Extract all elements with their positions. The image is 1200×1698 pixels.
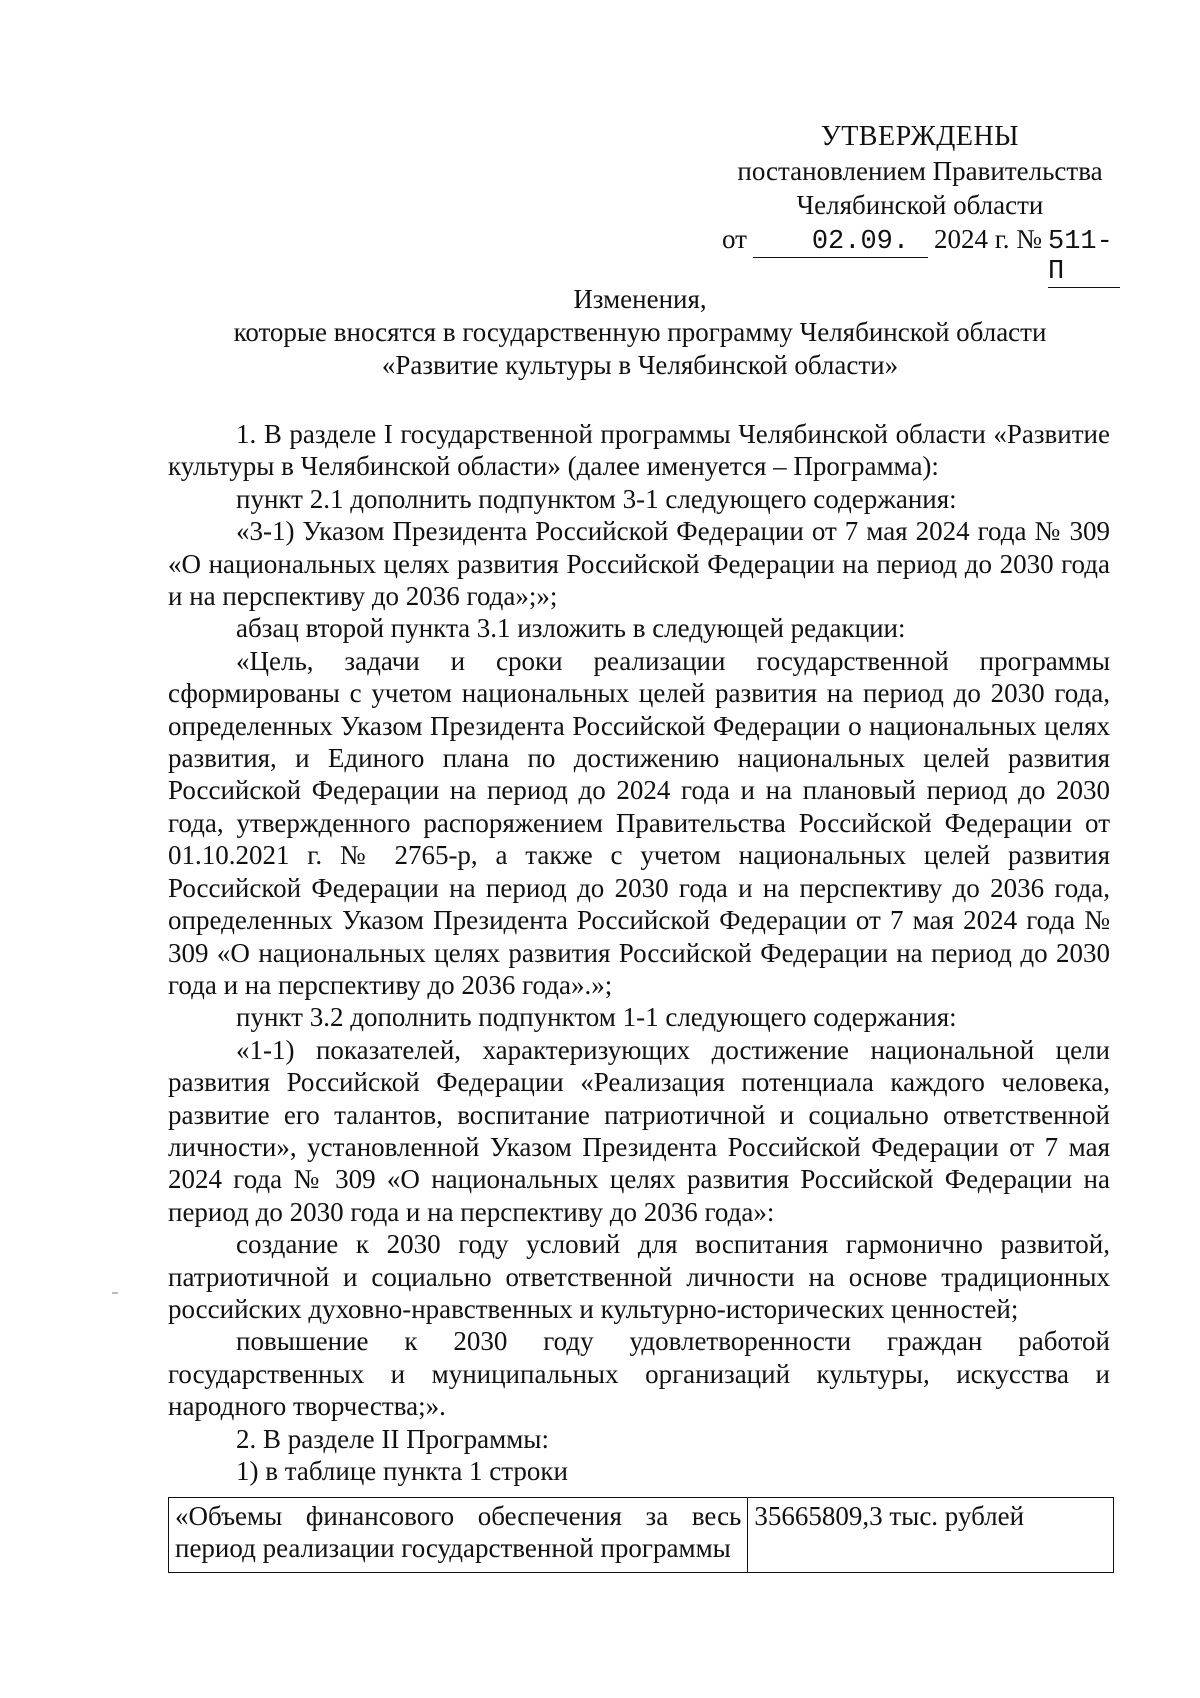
- paragraph: создание к 2030 году условий для воспитания гармонично развитой, патриотичной и социально ответственной личности на основе традиционных российских духовно-нравственных и культурно-исторических ценностей;: [168, 1229, 1110, 1324]
- title-line-3: «Развитие культуры в Челябинской области»: [381, 350, 899, 380]
- approval-title: УТВЕРЖДЕНЫ: [820, 121, 1020, 152]
- approval-date-line: [720, 222, 1120, 288]
- paragraph: 2. В разделе II Программы:: [236, 1423, 549, 1454]
- paragraph: повышение к 2030 году удовлетворенности граждан работой государственных и муниципальных организаций культуры, искусства и народного творчества;».: [168, 1326, 1110, 1422]
- paragraph: «3-1) Указом Президента Российской Федерации от 7 мая 2024 года № 309 «О национальных целях развития Российской Федерации на период до 2030 года и на перспективу до 2036 года»;»;: [168, 516, 1110, 612]
- approval-date: 02.09.: [753, 227, 928, 258]
- table-label-cell: «Объемы финансового обеспечения за весь период реализации государственной программы: [169, 1498, 748, 1573]
- paragraph: 1) в таблице пункта 1 строки: [236, 1456, 568, 1486]
- approval-year: 2024 г. №: [933, 224, 1042, 254]
- approval-number: 511-П: [1048, 227, 1120, 288]
- table-row: [169, 1498, 1114, 1573]
- document-body: [168, 418, 1110, 1487]
- table-value-cell: 35665809,3 тыс. рублей: [748, 1498, 1114, 1573]
- approval-block: [720, 120, 1120, 288]
- paragraph: пункт 3.2 дополнить подпунктом 1-1 следующего содержания:: [236, 1002, 957, 1033]
- paragraph: «1-1) показателей, характеризующих достижение национальной цели развития Российской Федерации «Реализация потенциала каждого человека, развитие его талантов, воспитание патриотичной и социально ответственной личности», установленной Указом Президента Российской Федерации от 7 мая 2024 года № 309 «О национальных целях развития Российской Федерации на период до 2030 года и на перспективу до 2036 года»:: [168, 1034, 1110, 1227]
- document-title: [160, 283, 1120, 382]
- paragraph: абзац второй пункта 3.1 изложить в следующей редакции:: [236, 613, 906, 644]
- financing-table: [168, 1497, 1114, 1573]
- title-line-2: которые вносятся в государственную программу Челябинской области: [233, 317, 1047, 347]
- approval-line-1: постановлением Правительства: [737, 156, 1103, 186]
- approval-line-2: Челябинской области: [796, 190, 1044, 220]
- title-line-1: Изменения,: [573, 284, 707, 314]
- paragraph: «Цель, задачи и сроки реализации государственной программы сформированы с учетом национальных целей развития на период до 2030 года, определенных Указом Президента Российской Федерации о национальных целях развития, и Единого плана по достижению национальных целей развития Российской Федерации на период до 2024 года и на плановый период до 2030 года, утвержденного распоряжением Правительства Российской Федерации от 01.10.2021 г. № 2765-р, а также с учетом национальных целей развития Российской Федерации на период до 2030 года и на перспективу до 2036 года, определенных Указом Президента Российской Федерации от 7 мая 2024 года № 309 «О национальных целях развития Российской Федерации на период до 2030 года и на перспективу до 2036 года».»;: [168, 645, 1110, 1000]
- paragraph: 1. В разделе I государственной программы Челябинской области «Развитие культуры в Челябинской области» (далее именуется – Программа):: [168, 419, 1110, 482]
- scan-speck: [112, 1292, 118, 1294]
- approval-prefix: от: [722, 224, 747, 254]
- paragraph: пункт 2.1 дополнить подпунктом 3-1 следующего содержания:: [236, 483, 957, 514]
